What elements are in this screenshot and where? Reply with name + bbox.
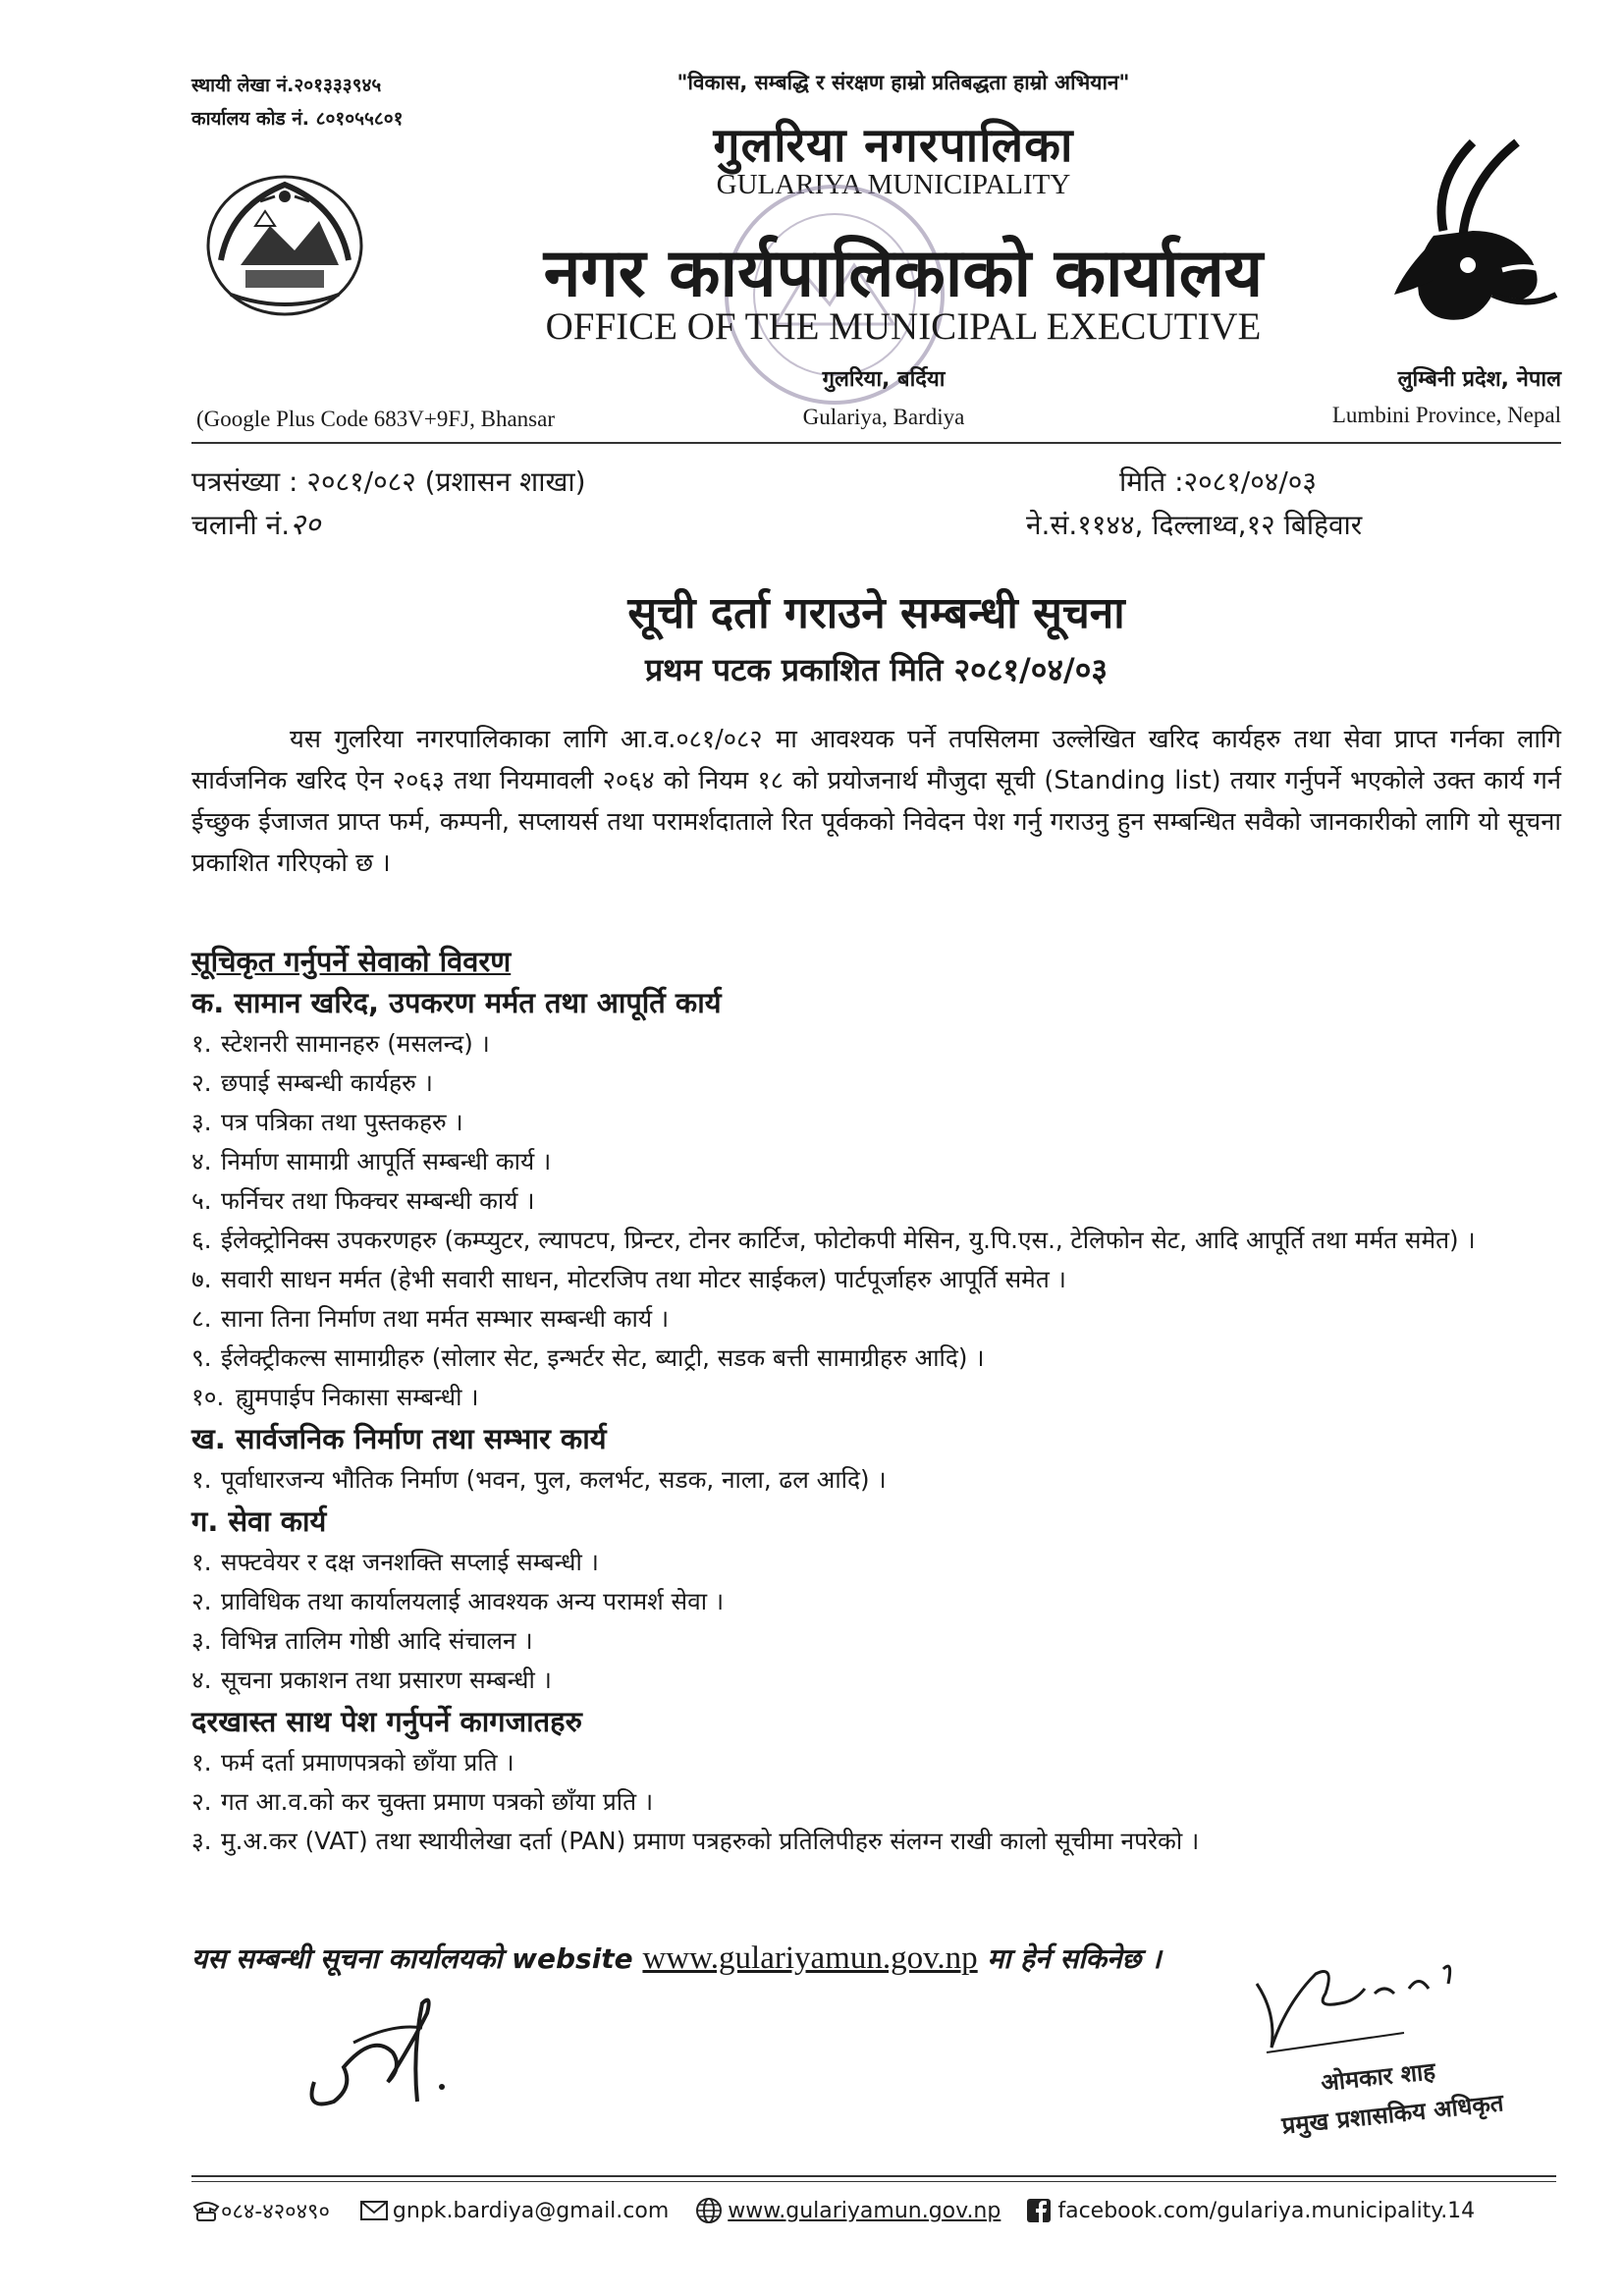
list-item: ७. सवारी साधन मर्मत (हेभी सवारी साधन, मोटरजिप तथा मोटर साईकल) पार्टपूर्जाहरु आपूर्ति समेत । [191, 1265, 1066, 1293]
letter-number: पत्रसंख्या : २०८१/०८२ (प्रशासन शाखा) [191, 465, 586, 498]
office-name-english: OFFICE OF THE MUNICIPAL EXECUTIVE [545, 305, 1262, 348]
phone-icon [191, 2199, 221, 2222]
dispatch-number [191, 505, 320, 546]
website-link[interactable]: www.gulariyamun.gov.np [642, 1941, 978, 1976]
dispatch-label: चलानी नं. [191, 509, 291, 541]
blackbuck-logo-icon [1375, 123, 1571, 339]
right-signature-icon [1247, 1954, 1473, 2062]
list-item: ४. निर्माण सामाग्री आपूर्ति सम्बन्धी कार्य । [191, 1147, 552, 1175]
list-item: १०. ह्युमपाईप निकासा सम्बन्धी । [191, 1383, 479, 1411]
list-item: ५. फर्निचर तथा फिक्चर सम्बन्धी कार्य । [191, 1186, 535, 1215]
services-list [191, 940, 1566, 1861]
header-divider [191, 442, 1561, 444]
google-plus-code: (Google Plus Code 683V+9FJ, Bhansar [196, 407, 555, 431]
globe-icon [694, 2196, 724, 2225]
signatory-designation: प्रमुख प्रशासकिय अधिकृत [1280, 2089, 1505, 2140]
website-note-suffix: मा हेर्न सकिनेछ । [987, 1942, 1162, 1975]
list-item: ८. साना तिना निर्माण तथा मर्मत सम्भार सम्बन्धी कार्य । [191, 1304, 670, 1333]
list-item: ३. विभिन्न तालिम गोष्ठी आदि संचालन । [191, 1626, 533, 1655]
footer-website [694, 2196, 1001, 2225]
office-name-nepali: नगर कार्यपालिकाको कार्यालय [543, 235, 1264, 312]
nepal-emblem-icon [201, 167, 368, 324]
location-nepali: गुलरिया, बर्दिया [822, 367, 946, 392]
phone-number: ०८४-४२०४९० [221, 2200, 330, 2224]
list-item: ३. पत्र पत्रिका तथा पुस्तकहरु । [191, 1108, 463, 1136]
list-item: १. फर्म दर्ता प्रमाणपत्रको छाँया प्रति । [191, 1748, 514, 1777]
notice-body: यस गुलरिया नगरपालिकाका लागि आ.व.०८१/०८२ मा आवश्यक पर्ने तपसिलमा उल्लेखित खरिद कार्यहरु तथा सेवा प्राप्त गर्नका लागि सार्वजनिक खरिद ऐन २०६३ तथा नियमावली २०६४ को नियम १८ को प्रयोजनार्थ मौजुदा सूची (Standing list) तयार गर्नुपर्ने भएकोले उक्त कार्य गर्न ईच्छुक ईजाजत प्राप्त फर्म, कम्पनी, सप्लायर्स तथा परामर्शदाताले रित पूर्वकको निवेदन पेश गर्नु गराउनु हुन सम्बन्धित सवैको जानकारीको लागि यो सूचना प्रकाशित गरिएको छ । [191, 725, 1561, 878]
municipality-name-nepali: गुलरिया नगरपालिका [713, 118, 1074, 173]
province-english: Lumbini Province, Nepal [1331, 403, 1561, 427]
facebook-icon [1026, 2198, 1052, 2223]
list-item: १. स्टेशनरी सामानहरु (मसलन्द) । [191, 1029, 490, 1058]
website-footer-link[interactable]: www.gulariyamun.gov.np [728, 2198, 1001, 2223]
list-item: १. सफ्टवेयर र दक्ष जनशक्ति सप्लाई सम्बन्धी । [191, 1548, 599, 1576]
list-item: २. गत आ.व.को कर चुक्ता प्रमाण पत्रको छाँया प्रति । [191, 1787, 654, 1816]
section-kha-title: ख. सार्वजनिक निर्माण तथा सम्भार कार्य [191, 1422, 607, 1455]
footer-email [359, 2199, 669, 2223]
dispatch-value: २० [290, 508, 321, 542]
municipality-name-english: GULARIYA MUNICIPALITY [716, 169, 1071, 200]
footer [191, 2196, 1566, 2225]
location-english: Gulariya, Bardiya [802, 405, 965, 429]
list-item: ६. ईलेक्ट्रोनिक्स उपकरणहरु (कम्प्युटर, ल्यापटप, प्रिन्टर, टोनर कार्टिज, फोटोकपी मेसिन, यु.पि.एस., टेलिफोन सेट, आदि आपूर्ति तथा मर्मत समेत) । [191, 1226, 1476, 1254]
envelope-icon [359, 2200, 389, 2221]
list-item: ३. मु.अ.कर (VAT) तथा स्थायीलेखा दर्ता (PAN) प्रमाण पत्रहरुको प्रतिलिपीहरु संलग्न राखी कालो सूचीमा नपरेको । [191, 1827, 1200, 1855]
website-note-prefix: यस सम्बन्धी सूचना कार्यालयको website [191, 1942, 633, 1975]
website-note [191, 1940, 1162, 1977]
signatory-name: ओमकार शाह [1319, 2056, 1437, 2098]
notice-title: सूची दर्ता गराउने सम्बन्धी सूचना [627, 588, 1125, 638]
footer-facebook [1026, 2198, 1475, 2223]
list-item: २. प्राविधिक तथा कार्यालयलाई आवश्यक अन्य परामर्श सेवा । [191, 1587, 725, 1615]
motto: "विकास, सम्बद्धि र संरक्षण हाम्रो प्रतिबद्धता हाम्रो अभियान" [676, 71, 1130, 94]
left-signature-icon [295, 1974, 501, 2121]
section-ga-title: ग. सेवा कार्य [191, 1504, 327, 1538]
footer-phone [191, 2196, 330, 2225]
services-heading: सूचिकृत गर्नुपर्ने सेवाको विवरण [191, 945, 512, 978]
account-number: स्थायी लेखा नं.२०१३३३९४५ [191, 75, 382, 96]
section-ka-title: क. सामान खरिद, उपकरण मर्मत तथा आपूर्ति कार्य [191, 986, 722, 1019]
notice-subtitle: प्रथम पटक प्रकाशित मिति २०८१/०४/०३ [644, 651, 1109, 688]
documents-title: दरखास्त साथ पेश गर्नुपर्ने कागजातहरु [191, 1705, 582, 1738]
list-item: ९. ईलेक्ट्रीकल्स सामाग्रीहरु (सोलार सेट, इन्भर्टर सेट, ब्याट्री, सडक बत्ती सामाग्रीहरु आदि) । [191, 1343, 985, 1372]
list-item: १. पूर्वाधारजन्य भौतिक निर्माण (भवन, पुल, कलर्भट, सडक, नाला, ढल आदि) । [191, 1465, 887, 1494]
office-code: कार्यालय कोड नं. ८०१०५५८०१ [191, 108, 404, 130]
list-item: ४. सूचना प्रकाशन तथा प्रसारण सम्बन्धी । [191, 1666, 552, 1694]
list-item: २. छपाई सम्बन्धी कार्यहरु । [191, 1068, 433, 1097]
footer-divider [191, 2175, 1556, 2177]
facebook-link[interactable]: facebook.com/gulariya.municipality.14 [1057, 2198, 1476, 2223]
nepal-sambat-date: ने.सं.११४४, दिल्लाथ्व,१२ बिहिवार [1026, 509, 1363, 541]
letter-date: मिति :२०८१/०४/०३ [1119, 465, 1317, 498]
province-nepali: लुम्बिनी प्रदेश, नेपाल [1397, 367, 1561, 392]
footer-divider-thin [191, 2181, 1556, 2182]
email-link[interactable]: gnpk.bardiya@gmail.com [392, 2198, 670, 2223]
